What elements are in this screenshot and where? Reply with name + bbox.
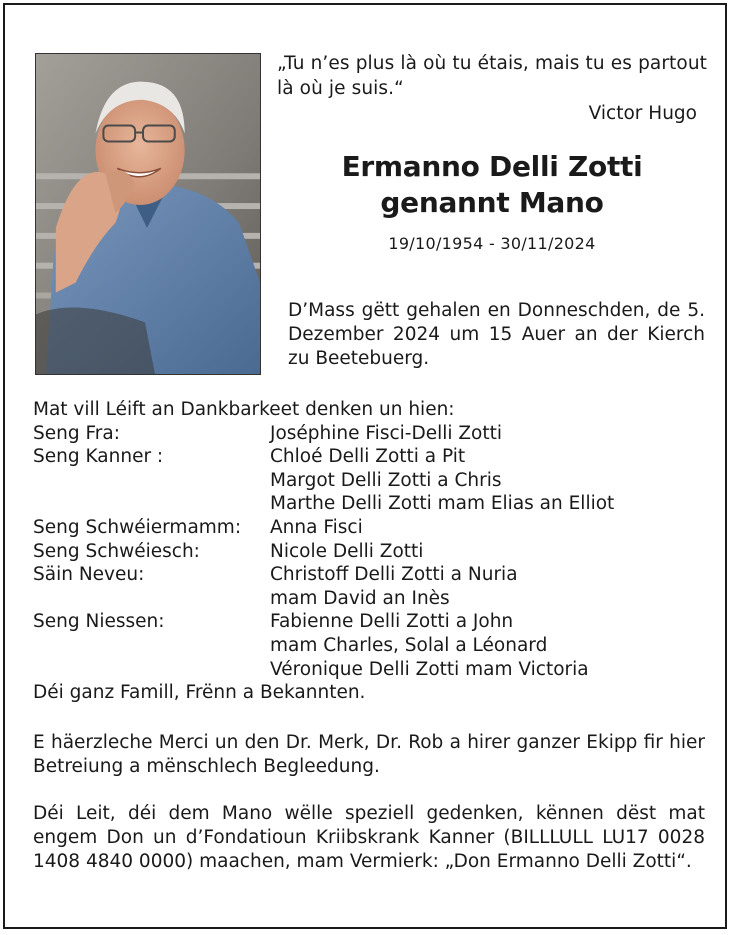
portrait-photo	[35, 53, 261, 375]
mourner-relation: Seng Kanner :	[33, 446, 164, 468]
mourner-names: Chloé Delli Zotti a Pit	[270, 446, 466, 468]
mourner-names: Anna Fisci	[270, 516, 363, 538]
mourner-row	[33, 540, 713, 564]
mourner-relation: Seng Schwéiesch:	[33, 540, 200, 562]
mourner-row	[33, 610, 713, 634]
mourner-row	[33, 469, 713, 493]
mourner-relation: Seng Fra:	[33, 422, 120, 444]
mourner-names: Joséphine Fisci-Delli Zotti	[270, 422, 503, 444]
mourner-row	[33, 492, 713, 516]
mourner-relation	[33, 658, 270, 682]
mourner-names: Véronique Delli Zotti mam Victoria	[270, 658, 589, 680]
mourners-intro: Mat vill Léift an Dankbarkeet denken un hien:	[33, 399, 455, 420]
mourner-relation: Säin Neveu:	[33, 564, 145, 586]
mourner-row	[33, 563, 713, 587]
mourner-row	[33, 516, 713, 540]
mourners-closing: Déi ganz Famill, Frënn a Bekannten.	[33, 682, 366, 704]
quote-text: „Tu n’es plus là où tu étais, mais tu es partout là où je suis.“	[277, 53, 707, 99]
mourner-names: mam Charles, Solal a Léonard	[270, 634, 548, 656]
mourner-names: Margot Delli Zotti a Chris	[270, 469, 502, 491]
mourner-row	[33, 587, 713, 611]
mourner-row	[33, 445, 713, 469]
mourner-relation	[33, 492, 270, 516]
life-dates: 19/10/1954 - 30/11/2024	[388, 234, 596, 253]
mourner-relation: Seng Niessen:	[33, 611, 165, 633]
merci-paragraph: E häerzleche Merci un den Dr. Merk, Dr. Rob a hirer ganzer Ekipp fir hier Betreiung a mënschlech Begleedung.	[33, 732, 705, 777]
mass-announcement: D’Mass gëtt gehalen en Donneschden, de 5. Dezember 2024 um 15 Auer an der Kierch zu Beetebuerg.	[288, 300, 705, 369]
donation-paragraph: Déi Leit, déi dem Mano wëlle speziell gedenken, kënnen dëst mat engem Don un d’Fondatioun Kriibskrank Kanner (BILLLULL LU17 0028 1408 4840 0000) maachen, mam Vermierk: „Don Ermanno Delli Zotti“.	[33, 803, 705, 872]
obituary-notice	[3, 3, 727, 929]
deceased-nickname: genannt Mano	[380, 186, 604, 219]
mourner-relation	[33, 469, 270, 493]
mourner-names: Fabienne Delli Zotti a John	[270, 611, 514, 633]
mourner-relation: Seng Schwéiermamm:	[33, 516, 242, 538]
mourner-names: Marthe Delli Zotti mam Elias an Elliot	[270, 493, 615, 515]
mourner-names: Nicole Delli Zotti	[270, 540, 424, 562]
portrait-illustration	[36, 54, 260, 374]
mourner-relation	[33, 634, 270, 658]
mourners-list	[33, 398, 713, 705]
quote-author: Victor Hugo	[588, 103, 697, 124]
mourner-relation	[33, 587, 270, 611]
mourner-names: mam David an Inès	[270, 587, 450, 609]
mourner-names: Christoff Delli Zotti a Nuria	[270, 564, 518, 586]
mourner-row	[33, 658, 713, 682]
mourner-row	[33, 634, 713, 658]
mourner-row	[33, 422, 713, 446]
deceased-name: Ermanno Delli Zotti	[341, 150, 643, 183]
